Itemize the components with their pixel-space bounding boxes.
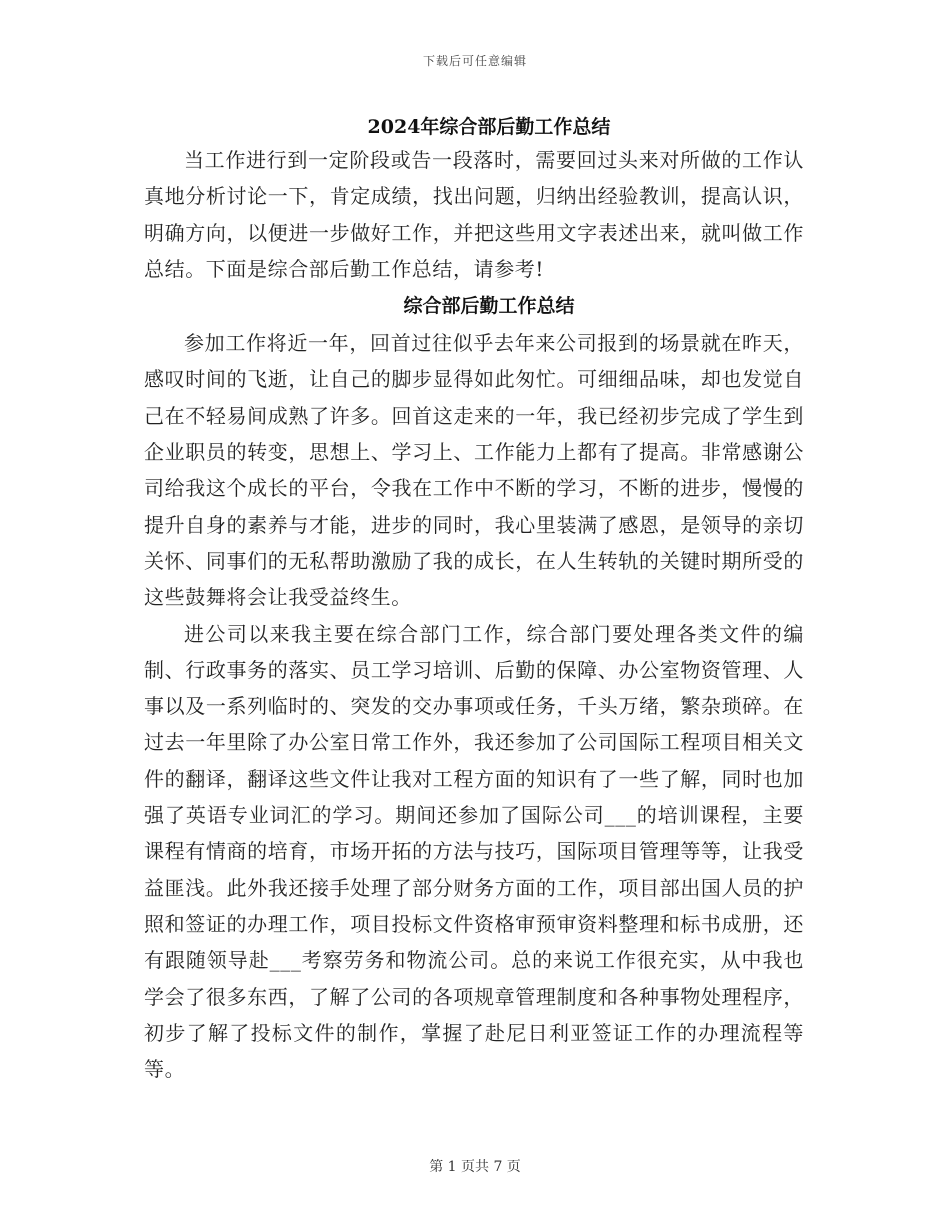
section-title: 综合部后勤工作总结 <box>403 295 575 318</box>
page-header-note: 下载后可任意编辑 <box>422 54 527 68</box>
body-paragraph-2: 进公司以来我主要在综合部门工作，综合部门要处理各类文件的编制、行政事务的落实、员工学习培训、后勤的保障、办公室物资管理、人事以及一系列临时的、突发的交办事项或任务，千头万绪，繁杂琐碎。在过去一年里除了办公室日常工作外，我还参加了公司国际工程项目相关文件的翻译，翻译这些文件让我对工程方面的知识有了一些了解，同时也加强了英语专业词汇的学习。期间还参加了国际公司___的培训课程，主要课程有情商的培育，市场开拓的方法与技巧，国际项目管理等等，让我受益匪浅。此外我还接手处理了部分财务方面的工作，项目部出国人员的护照和签证的办理工作，项目投标文件资格审预审资料整理和标书成册，还有跟随领导赴___考察劳务和物流公司。总的来说工作很充实，从中我也学会了很多东西，了解了公司的各项规章管理制度和各种事物处理程序，初步了解了投标文件的制作，掌握了赴尼日利亚签证工作的办理流程等等。 <box>144 621 804 1082</box>
page-number: 第 1 页共 7 页 <box>429 1159 521 1175</box>
document-title: 2024年综合部后勤工作总结 <box>367 116 611 138</box>
document-body <box>144 112 804 1087</box>
body-paragraph-1: 参加工作将近一年，回首过往似乎去年来公司报到的场景就在昨天，感叹时间的飞逝，让自己的脚步显得如此匆忙。可细细品味，却也发觉自己在不轻易间成熟了许多。回首这走来的一年，我已经初步完成了学生到企业职员的转变，思想上、学习上、工作能力上都有了提高。非常感谢公司给我这个成长的平台，令我在工作中不断的学习，不断的进步，慢慢的提升自身的素养与才能，进步的同时，我心里装满了感恩，是领导的亲切关怀、同事们的无私帮助激励了我的成长，在人生转轨的关键时期所受的这些鼓舞将会让我受益终生。 <box>144 331 804 610</box>
intro-paragraph: 当工作进行到一定阶段或告一段落时，需要回过头来对所做的工作认真地分析讨论一下，肯定成绩，找出问题，归纳出经验教训，提高认识，明确方向，以便进一步做好工作，并把这些用文字表述出来，就叫做工作总结。下面是综合部后勤工作总结，请参考! <box>144 148 804 281</box>
